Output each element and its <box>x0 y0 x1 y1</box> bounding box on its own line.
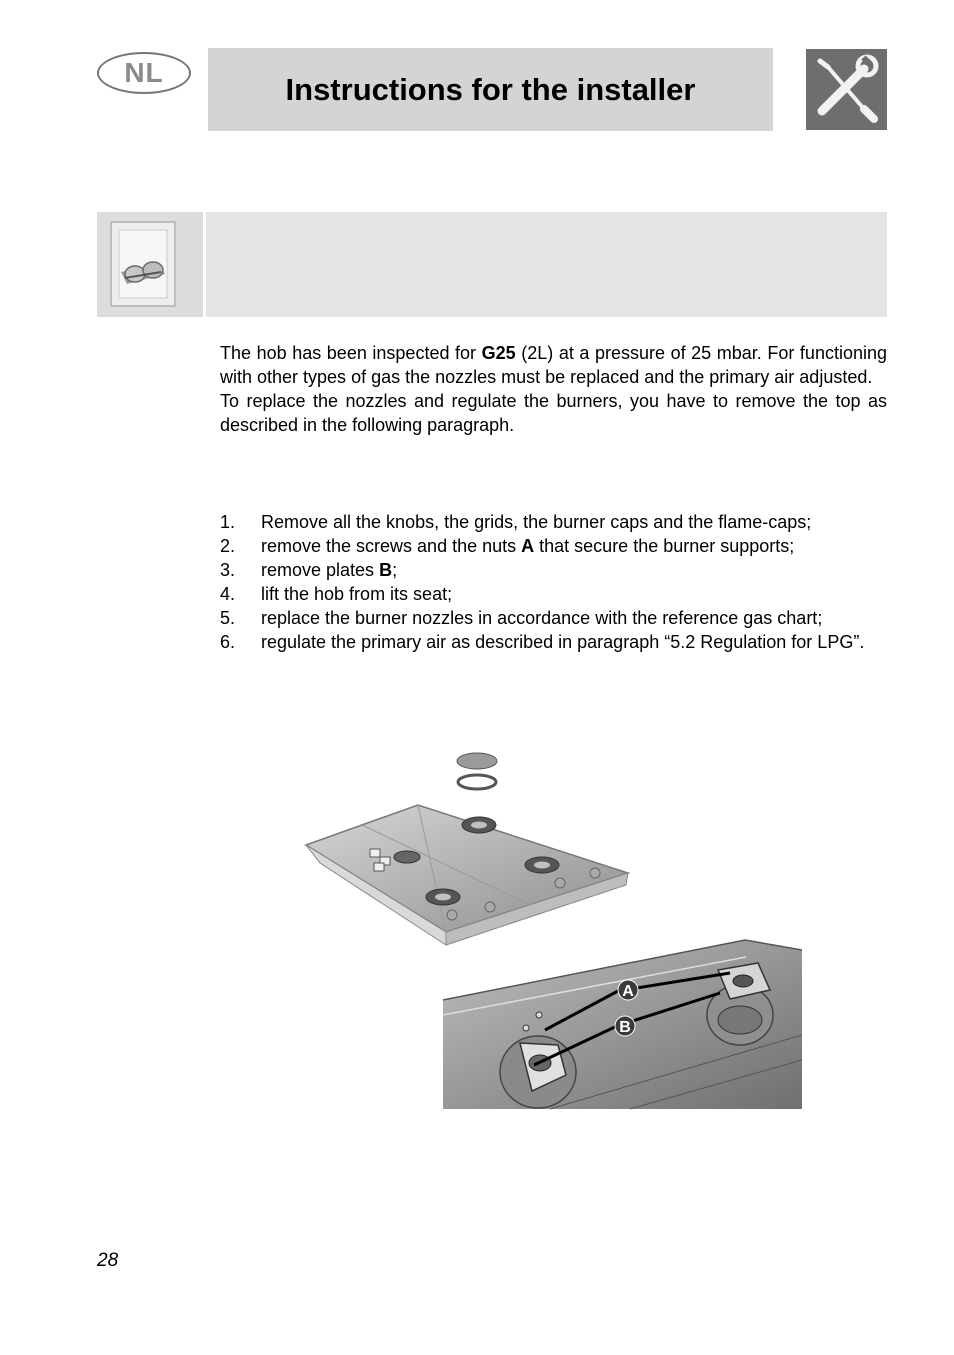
hob-disassembly-illustration <box>300 745 805 1115</box>
intro-text <box>220 341 887 437</box>
intro-paragraph-1: The hob has been inspected for G25 (2L) at a pressure of 25 mbar. For functioning with other types of gas the nozzles must be replaced and the primary air adjusted. <box>220 343 888 387</box>
language-badge: NL <box>97 52 191 94</box>
step-item: 3. remove plates B; <box>220 560 398 580</box>
burner-knob-icon <box>97 212 206 317</box>
page-title: Instructions for the installer <box>285 71 696 107</box>
step-item: 4. lift the hob from its seat; <box>220 584 453 604</box>
label-b: B <box>619 1019 631 1036</box>
instruction-steps <box>220 510 887 654</box>
intro-paragraph-2: To replace the nozzles and regulate the burners, you have to remove the top as described in the following paragraph. <box>220 391 887 435</box>
screwdriver-wrench-icon <box>806 49 887 130</box>
title-bar <box>208 48 773 131</box>
step-item: 1. Remove all the knobs, the grids, the burner caps and the flame-caps; <box>220 512 812 532</box>
label-a: A <box>622 983 634 1000</box>
step-item: 2. remove the screws and the nuts A that secure the burner supports; <box>220 536 795 556</box>
section-header-bar <box>97 212 887 317</box>
step-item: 6. regulate the primary air as described in paragraph “5.2 Regulation for LPG”. <box>220 632 865 652</box>
page-number: 28 <box>97 1250 119 1271</box>
step-item: 5. replace the burner nozzles in accordance with the reference gas chart; <box>220 608 823 628</box>
